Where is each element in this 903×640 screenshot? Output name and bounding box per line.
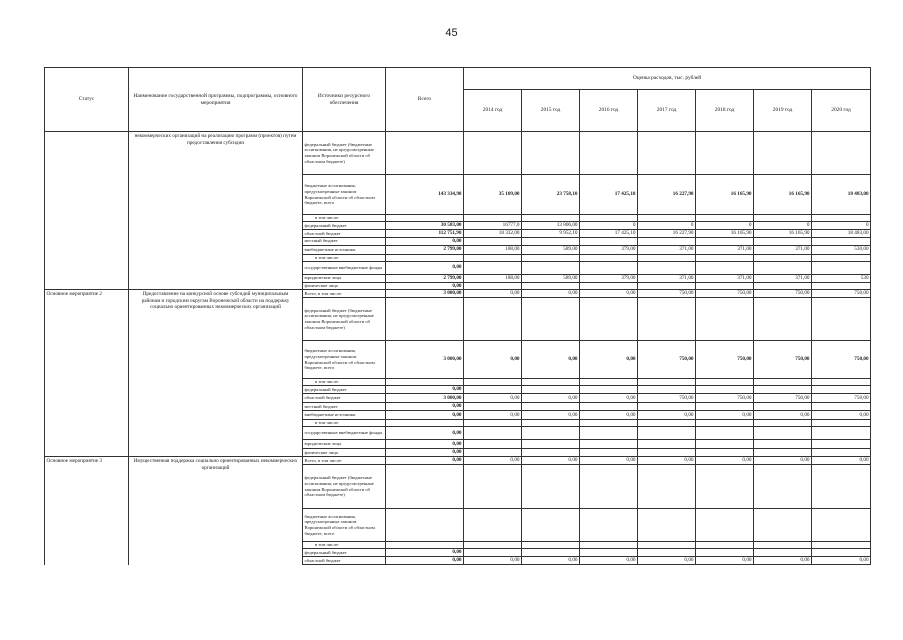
year-value-cell: 17 425,10 bbox=[580, 175, 638, 215]
year-value-cell bbox=[580, 298, 638, 341]
year-value-cell bbox=[464, 386, 522, 394]
table-row bbox=[45, 290, 871, 298]
year-value-cell: 0 bbox=[638, 222, 696, 230]
total-cell: 30 583,00 bbox=[386, 222, 464, 230]
year-value-cell: 750,00 bbox=[754, 290, 812, 298]
year-value-cell bbox=[754, 427, 812, 440]
year-value-cell: 371,00 bbox=[638, 274, 696, 282]
year-value-cell bbox=[638, 449, 696, 457]
total-cell: 143 334,90 bbox=[386, 175, 464, 215]
year-value-cell bbox=[812, 215, 871, 222]
year-value-cell: 9 952,10 bbox=[522, 230, 580, 238]
year-value-cell bbox=[580, 427, 638, 440]
year-value-cell: 18 483,00 bbox=[812, 175, 871, 215]
year-value-cell bbox=[696, 465, 754, 509]
year-value-cell: 0,00 bbox=[754, 411, 812, 420]
year-value-cell bbox=[696, 254, 754, 261]
source-label: бюджетные ассигнования, предусмотренные законом Воронежской области об областном бюджете, всего bbox=[303, 175, 386, 215]
year-value-cell: 0,00 bbox=[522, 557, 580, 565]
header-year: 2020 год bbox=[812, 90, 871, 132]
total-cell bbox=[386, 542, 464, 549]
source-label: федеральный бюджет bbox=[303, 386, 386, 394]
source-label: в том числе: bbox=[303, 379, 386, 386]
year-value-cell bbox=[464, 254, 522, 261]
total-cell: 112 751,90 bbox=[386, 230, 464, 238]
year-value-cell bbox=[696, 440, 754, 449]
total-cell: 0,00 bbox=[386, 238, 464, 246]
year-value-cell bbox=[812, 298, 871, 341]
total-cell: 0,00 bbox=[386, 403, 464, 411]
source-label: в том числе: bbox=[303, 542, 386, 549]
source-label: юридические лица bbox=[303, 274, 386, 282]
year-value-cell bbox=[464, 238, 522, 246]
total-cell: 0,00 bbox=[386, 427, 464, 440]
year-value-cell bbox=[464, 549, 522, 557]
year-value-cell: 16 165,90 bbox=[696, 175, 754, 215]
year-value-cell: 0 bbox=[580, 222, 638, 230]
year-value-cell bbox=[580, 254, 638, 261]
total-cell: 0,00 bbox=[386, 411, 464, 420]
year-value-cell: 13 806,00 bbox=[522, 222, 580, 230]
year-value-cell: 530,00 bbox=[812, 245, 871, 254]
year-value-cell bbox=[696, 386, 754, 394]
source-label: федеральный бюджет bbox=[303, 222, 386, 230]
total-cell: 2 799,00 bbox=[386, 245, 464, 254]
year-value-cell bbox=[754, 549, 812, 557]
year-value-cell bbox=[696, 427, 754, 440]
year-value-cell bbox=[754, 132, 812, 175]
year-value-cell bbox=[696, 403, 754, 411]
year-value-cell bbox=[638, 465, 696, 509]
year-value-cell bbox=[580, 282, 638, 290]
year-value-cell bbox=[638, 509, 696, 542]
year-value-cell bbox=[638, 238, 696, 246]
total-cell: 2 799,00 bbox=[386, 274, 464, 282]
year-value-cell: 0,00 bbox=[522, 341, 580, 379]
year-value-cell: 0,00 bbox=[580, 411, 638, 420]
source-label: внебюджетные источники bbox=[303, 411, 386, 420]
year-value-cell bbox=[522, 509, 580, 542]
year-value-cell bbox=[464, 509, 522, 542]
table-row bbox=[45, 132, 871, 175]
year-value-cell bbox=[812, 509, 871, 542]
year-value-cell bbox=[580, 403, 638, 411]
year-value-cell: 750,00 bbox=[754, 394, 812, 403]
year-value-cell: 0,00 bbox=[754, 457, 812, 465]
year-value-cell: 0,00 bbox=[464, 457, 522, 465]
source-label: местный бюджет bbox=[303, 238, 386, 246]
year-value-cell bbox=[580, 386, 638, 394]
table-row bbox=[45, 457, 871, 465]
year-value-cell: 0,00 bbox=[464, 341, 522, 379]
year-value-cell bbox=[754, 261, 812, 274]
year-value-cell bbox=[696, 420, 754, 427]
year-value-cell bbox=[522, 549, 580, 557]
total-cell bbox=[386, 298, 464, 341]
year-value-cell bbox=[638, 403, 696, 411]
year-value-cell bbox=[522, 215, 580, 222]
year-value-cell bbox=[754, 379, 812, 386]
row-name: Предоставление на конкурсной основе субсидий муниципальным районам и городским округам Воронежской области на поддержку социально ориентированных некоммерческих организаций bbox=[129, 290, 303, 457]
year-value-cell bbox=[464, 132, 522, 175]
year-value-cell bbox=[638, 542, 696, 549]
year-value-cell bbox=[580, 449, 638, 457]
source-label: федеральный бюджет (бюджетные ассигнования, не предусмотренные законом Воронежской области об областном бюджете) bbox=[303, 465, 386, 509]
year-value-cell bbox=[580, 420, 638, 427]
total-cell: 3 000,00 bbox=[386, 394, 464, 403]
total-cell: 0,00 bbox=[386, 449, 464, 457]
year-value-cell bbox=[580, 238, 638, 246]
year-value-cell bbox=[812, 549, 871, 557]
year-value-cell: 0 bbox=[812, 222, 871, 230]
year-value-cell bbox=[522, 542, 580, 549]
page-number: 45 bbox=[445, 27, 458, 39]
year-value-cell: 0,00 bbox=[464, 557, 522, 565]
year-value-cell: 0,00 bbox=[522, 411, 580, 420]
header-year: 2015 год bbox=[522, 90, 580, 132]
year-value-cell bbox=[696, 215, 754, 222]
row-name: Имущественная поддержка социально ориентированных некоммерческих организаций bbox=[129, 457, 303, 565]
source-label: в том числе: bbox=[303, 420, 386, 427]
year-value-cell bbox=[812, 261, 871, 274]
year-value-cell bbox=[812, 542, 871, 549]
year-value-cell bbox=[522, 261, 580, 274]
total-cell bbox=[386, 215, 464, 222]
source-label: областной бюджет bbox=[303, 557, 386, 565]
source-label: в том числе: bbox=[303, 215, 386, 222]
source-label: областной бюджет bbox=[303, 230, 386, 238]
year-value-cell: 0,00 bbox=[812, 411, 871, 420]
year-value-cell: 188,00 bbox=[464, 274, 522, 282]
total-cell bbox=[386, 379, 464, 386]
header-name: Наименование государственной программы, подпрограммы, основного мероприятия bbox=[129, 68, 303, 132]
year-value-cell: 750,00 bbox=[638, 394, 696, 403]
year-value-cell bbox=[522, 282, 580, 290]
source-label: Всего, в том числе: bbox=[303, 457, 386, 465]
year-value-cell bbox=[638, 282, 696, 290]
year-value-cell bbox=[754, 238, 812, 246]
year-value-cell: 0,00 bbox=[580, 557, 638, 565]
year-value-cell bbox=[464, 298, 522, 341]
year-value-cell bbox=[464, 379, 522, 386]
year-value-cell bbox=[754, 282, 812, 290]
total-cell: 0,00 bbox=[386, 457, 464, 465]
year-value-cell bbox=[464, 542, 522, 549]
year-value-cell bbox=[464, 282, 522, 290]
year-value-cell bbox=[696, 549, 754, 557]
year-value-cell bbox=[464, 449, 522, 457]
year-value-cell bbox=[580, 542, 638, 549]
year-value-cell bbox=[754, 465, 812, 509]
total-cell: 0,00 bbox=[386, 386, 464, 394]
year-value-cell bbox=[522, 386, 580, 394]
header-source: Источники ресурсного обеспечения bbox=[303, 68, 386, 132]
year-value-cell: 589,00 bbox=[522, 245, 580, 254]
year-value-cell: 371,00 bbox=[754, 245, 812, 254]
total-cell bbox=[386, 465, 464, 509]
year-value-cell: 750,00 bbox=[696, 290, 754, 298]
year-value-cell: 0 bbox=[696, 222, 754, 230]
year-value-cell: 0,00 bbox=[522, 394, 580, 403]
year-value-cell: 0,00 bbox=[696, 457, 754, 465]
year-value-cell bbox=[812, 282, 871, 290]
year-value-cell bbox=[754, 509, 812, 542]
year-value-cell bbox=[580, 465, 638, 509]
year-value-cell: 0,00 bbox=[464, 411, 522, 420]
year-value-cell: 23 758,10 bbox=[522, 175, 580, 215]
year-value-cell bbox=[522, 254, 580, 261]
year-value-cell bbox=[464, 261, 522, 274]
year-value-cell: 0,00 bbox=[638, 557, 696, 565]
year-value-cell bbox=[812, 386, 871, 394]
year-value-cell bbox=[812, 238, 871, 246]
year-value-cell bbox=[522, 298, 580, 341]
year-value-cell bbox=[464, 420, 522, 427]
year-value-cell bbox=[638, 549, 696, 557]
year-value-cell: 35 109,00 bbox=[464, 175, 522, 215]
total-cell: 0,00 bbox=[386, 440, 464, 449]
year-value-cell bbox=[696, 261, 754, 274]
header-year: 2019 год bbox=[754, 90, 812, 132]
year-value-cell bbox=[638, 132, 696, 175]
year-value-cell: 17 425,10 bbox=[580, 230, 638, 238]
total-cell bbox=[386, 254, 464, 261]
year-value-cell bbox=[696, 282, 754, 290]
year-value-cell bbox=[464, 465, 522, 509]
source-label: бюджетные ассигнования, предусмотренные законом Воронежской области об областном бюджете, всего bbox=[303, 509, 386, 542]
total-cell bbox=[386, 509, 464, 542]
source-label: государственные внебюджетные фонды bbox=[303, 261, 386, 274]
year-value-cell bbox=[696, 509, 754, 542]
year-value-cell bbox=[812, 465, 871, 509]
source-label: Всего, в том числе: bbox=[303, 290, 386, 298]
year-value-cell bbox=[580, 215, 638, 222]
source-label: юридические лица bbox=[303, 440, 386, 449]
year-value-cell bbox=[696, 298, 754, 341]
year-value-cell: 371,00 bbox=[696, 274, 754, 282]
header-year: 2016 год bbox=[580, 90, 638, 132]
year-value-cell bbox=[696, 379, 754, 386]
year-value-cell bbox=[580, 379, 638, 386]
year-value-cell: 750,00 bbox=[812, 341, 871, 379]
year-value-cell: 371,00 bbox=[754, 274, 812, 282]
year-value-cell bbox=[754, 403, 812, 411]
year-value-cell bbox=[754, 298, 812, 341]
year-value-cell: 18 332,00 bbox=[464, 230, 522, 238]
year-value-cell bbox=[638, 261, 696, 274]
year-value-cell: 750,00 bbox=[696, 341, 754, 379]
source-label: федеральный бюджет bbox=[303, 549, 386, 557]
year-value-cell bbox=[580, 132, 638, 175]
year-value-cell bbox=[522, 427, 580, 440]
row-name: некоммерческих организаций на реализацию программ (проектов) путем предоставления субсидии bbox=[129, 132, 303, 290]
year-value-cell bbox=[812, 132, 871, 175]
year-value-cell bbox=[754, 449, 812, 457]
year-value-cell: 750,00 bbox=[696, 394, 754, 403]
year-value-cell: 18 483,00 bbox=[812, 230, 871, 238]
year-value-cell: 379,00 bbox=[580, 245, 638, 254]
row-status: Основное мероприятие 3 bbox=[45, 457, 129, 565]
source-label: федеральный бюджет (бюджетные ассигнования, не предусмотренные законом Воронежской области об областном бюджете) bbox=[303, 132, 386, 175]
year-value-cell bbox=[580, 509, 638, 542]
year-value-cell: 379,00 bbox=[580, 274, 638, 282]
total-cell: 0,00 bbox=[386, 557, 464, 565]
year-value-cell bbox=[754, 254, 812, 261]
total-cell: 0,00 bbox=[386, 282, 464, 290]
year-value-cell: 589,00 bbox=[522, 274, 580, 282]
year-value-cell bbox=[580, 261, 638, 274]
source-label: внебюджетные источники bbox=[303, 245, 386, 254]
year-value-cell bbox=[638, 254, 696, 261]
year-value-cell: 0,00 bbox=[522, 290, 580, 298]
year-value-cell: 750,00 bbox=[638, 290, 696, 298]
source-label: в том числе: bbox=[303, 254, 386, 261]
source-label: государственные внебюджетные фонды bbox=[303, 427, 386, 440]
year-value-cell bbox=[812, 420, 871, 427]
year-value-cell: 0,00 bbox=[464, 290, 522, 298]
year-value-cell: 16 165,90 bbox=[696, 230, 754, 238]
row-status bbox=[45, 132, 129, 290]
total-cell: 3 000,00 bbox=[386, 290, 464, 298]
year-value-cell bbox=[522, 132, 580, 175]
header-total: Всего bbox=[386, 68, 464, 132]
year-value-cell bbox=[812, 440, 871, 449]
header-estimate: Оценка расходов, тыс. рублей bbox=[464, 68, 871, 90]
year-value-cell bbox=[754, 542, 812, 549]
year-value-cell bbox=[812, 449, 871, 457]
source-label: бюджетные ассигнования, предусмотренные законом Воронежской области об областном бюджете, всего bbox=[303, 341, 386, 379]
year-value-cell: 0,00 bbox=[580, 341, 638, 379]
source-label: федеральный бюджет (бюджетные ассигнования, не предусмотренные законом Воронежской области об областном бюджете) bbox=[303, 298, 386, 341]
year-value-cell bbox=[638, 386, 696, 394]
year-value-cell: 0,00 bbox=[638, 457, 696, 465]
year-value-cell bbox=[464, 403, 522, 411]
year-value-cell: 16 165,90 bbox=[754, 230, 812, 238]
year-value-cell: 0,00 bbox=[696, 411, 754, 420]
source-label: физические лица bbox=[303, 282, 386, 290]
year-value-cell: 750,00 bbox=[812, 290, 871, 298]
year-value-cell: 0,00 bbox=[812, 457, 871, 465]
year-value-cell: 0,00 bbox=[522, 457, 580, 465]
year-value-cell bbox=[522, 420, 580, 427]
year-value-cell: 0 bbox=[754, 222, 812, 230]
year-value-cell: 0,00 bbox=[812, 557, 871, 565]
year-value-cell: 0,00 bbox=[580, 457, 638, 465]
year-value-cell: 0,00 bbox=[580, 290, 638, 298]
year-value-cell: 0,00 bbox=[638, 411, 696, 420]
source-label: областной бюджет bbox=[303, 394, 386, 403]
year-value-cell bbox=[522, 403, 580, 411]
header-year: 2018 год bbox=[696, 90, 754, 132]
year-value-cell bbox=[812, 254, 871, 261]
year-value-cell: 750,00 bbox=[754, 341, 812, 379]
year-value-cell bbox=[522, 440, 580, 449]
year-value-cell: 0,00 bbox=[754, 557, 812, 565]
header-year: 2017 год bbox=[638, 90, 696, 132]
year-value-cell: 750,00 bbox=[638, 341, 696, 379]
year-value-cell: 750,00 bbox=[812, 394, 871, 403]
resource-table bbox=[44, 67, 871, 565]
year-value-cell: 188,00 bbox=[464, 245, 522, 254]
year-value-cell bbox=[696, 132, 754, 175]
year-value-cell bbox=[638, 298, 696, 341]
year-value-cell: 0,00 bbox=[464, 394, 522, 403]
year-value-cell bbox=[812, 403, 871, 411]
year-value-cell bbox=[638, 215, 696, 222]
source-label: физические лица bbox=[303, 449, 386, 457]
header-year: 2014 год bbox=[464, 90, 522, 132]
total-cell: 0,00 bbox=[386, 261, 464, 274]
year-value-cell bbox=[754, 420, 812, 427]
year-value-cell bbox=[464, 427, 522, 440]
year-value-cell bbox=[754, 386, 812, 394]
year-value-cell: 0,00 bbox=[580, 394, 638, 403]
year-value-cell bbox=[696, 449, 754, 457]
year-value-cell: 530 bbox=[812, 274, 871, 282]
year-value-cell: 371,00 bbox=[696, 245, 754, 254]
year-value-cell bbox=[812, 379, 871, 386]
total-cell: 0,00 bbox=[386, 549, 464, 557]
year-value-cell bbox=[638, 440, 696, 449]
source-label: местный бюджет bbox=[303, 403, 386, 411]
year-value-cell: 16 227,90 bbox=[638, 175, 696, 215]
year-value-cell bbox=[580, 549, 638, 557]
year-value-cell bbox=[754, 440, 812, 449]
year-value-cell bbox=[464, 215, 522, 222]
year-value-cell bbox=[580, 440, 638, 449]
year-value-cell bbox=[638, 420, 696, 427]
year-value-cell bbox=[522, 465, 580, 509]
year-value-cell bbox=[812, 427, 871, 440]
header-status: Статус bbox=[45, 68, 129, 132]
year-value-cell bbox=[696, 238, 754, 246]
year-value-cell bbox=[522, 379, 580, 386]
year-value-cell bbox=[696, 542, 754, 549]
total-cell: 3 000,00 bbox=[386, 341, 464, 379]
row-status: Основное мероприятие 2 bbox=[45, 290, 129, 457]
year-value-cell: 16 227,90 bbox=[638, 230, 696, 238]
year-value-cell bbox=[638, 427, 696, 440]
total-cell bbox=[386, 132, 464, 175]
year-value-cell bbox=[522, 238, 580, 246]
year-value-cell: 0,00 bbox=[696, 557, 754, 565]
year-value-cell: 371,00 bbox=[638, 245, 696, 254]
year-value-cell: 16777,0 bbox=[464, 222, 522, 230]
year-value-cell bbox=[754, 215, 812, 222]
total-cell bbox=[386, 420, 464, 427]
year-value-cell bbox=[638, 379, 696, 386]
year-value-cell: 16 165,90 bbox=[754, 175, 812, 215]
year-value-cell bbox=[522, 449, 580, 457]
year-value-cell bbox=[464, 440, 522, 449]
